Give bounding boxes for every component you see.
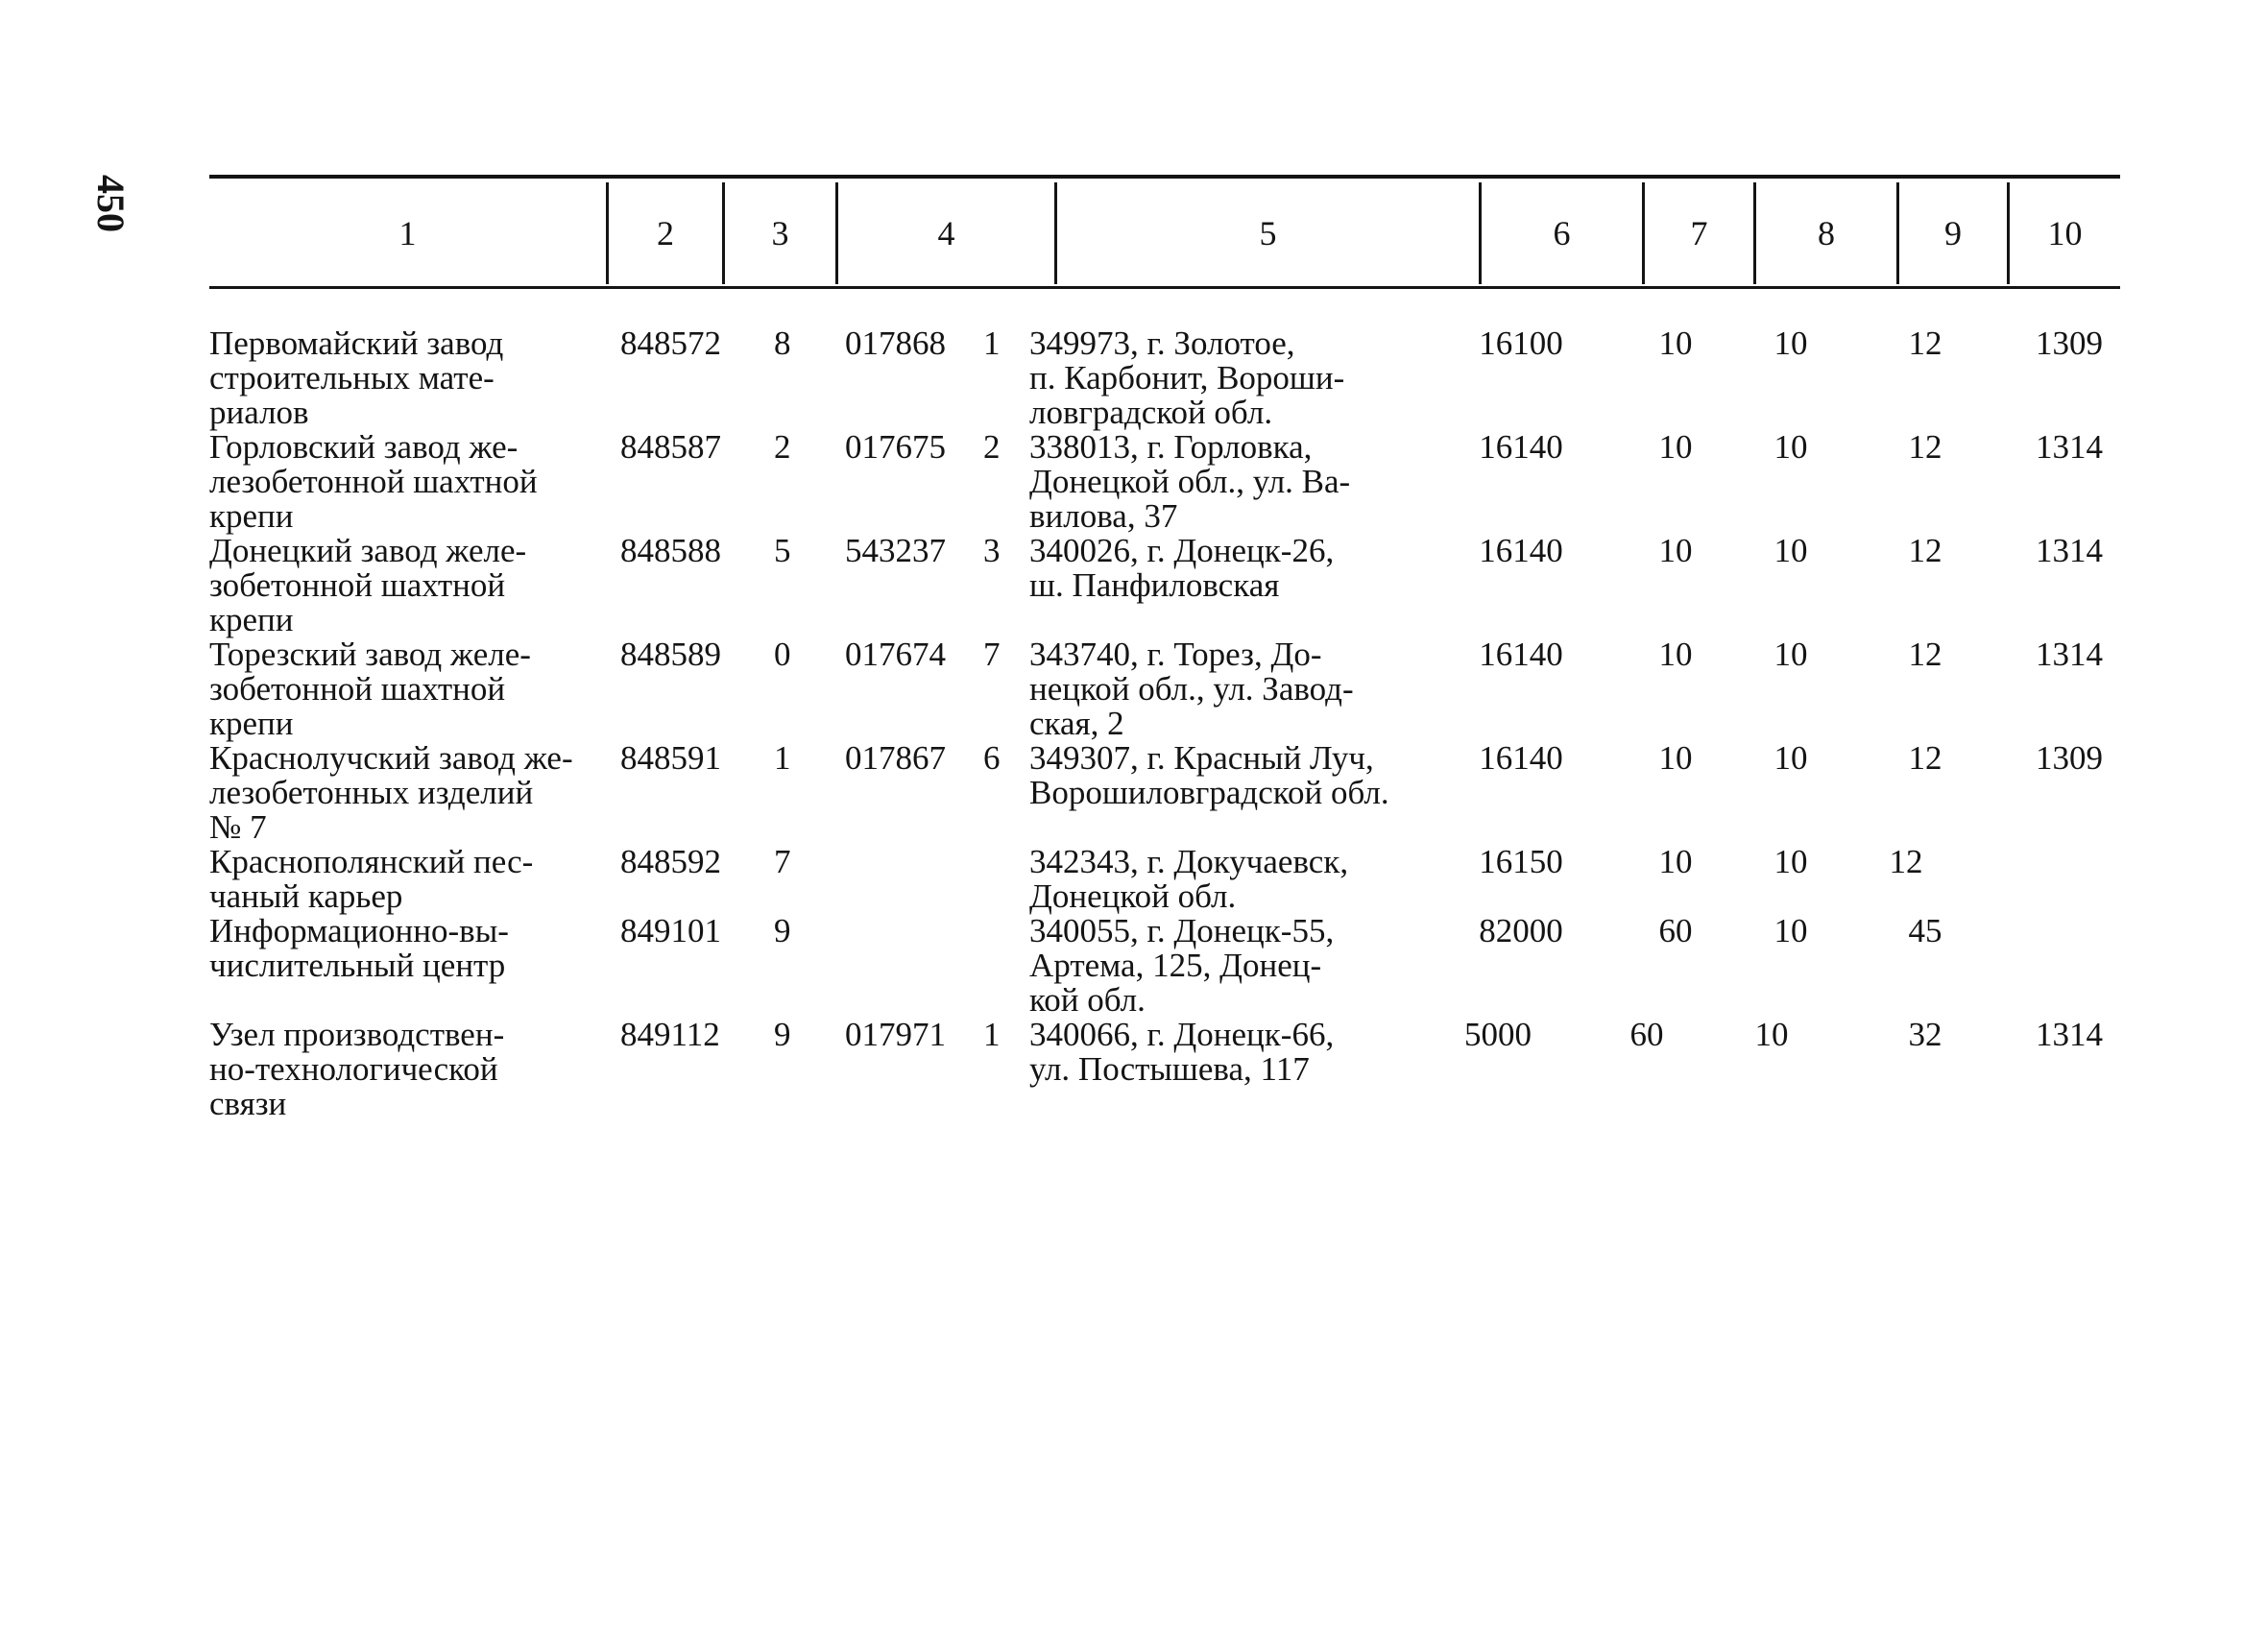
- address-cell: 340026, г. Донецк-26, ш. Панфиловская: [1029, 532, 1335, 604]
- column-header: 4: [937, 214, 955, 252]
- col10-cell: 1314: [2036, 1016, 2103, 1053]
- code-check-digit: 5: [774, 532, 791, 569]
- address-cell: 340066, г. Донецк-66, ул. Постышева, 117: [1029, 1016, 1335, 1088]
- table-top-rule: [209, 175, 2120, 179]
- col10-cell: 1314: [2036, 636, 2103, 673]
- address-cell: 342343, г. Докучаевск, Донецкой обл.: [1029, 843, 1349, 915]
- column-header: 7: [1690, 214, 1708, 252]
- col7-cell: 10: [1658, 636, 1693, 673]
- col8-cell: 10: [1754, 1016, 1789, 1053]
- number-cell: 017675: [845, 428, 946, 466]
- enterprise-name: Краснолучский завод же- лезобетонных изделий № 7: [209, 739, 573, 846]
- col9-cell: 12: [1908, 532, 1942, 569]
- enterprise-code: 848591: [620, 739, 721, 777]
- col6-cell: 82000: [1479, 912, 1563, 949]
- code-check-digit: 2: [774, 428, 791, 466]
- number-cell: 543237: [845, 532, 946, 569]
- col6-cell: 16140: [1479, 532, 1563, 569]
- enterprise-name: Торезский завод желе- зобетонной шахтной крепи: [209, 636, 531, 742]
- col9-cell: 12: [1889, 843, 1923, 880]
- number-cell: 017867: [845, 739, 946, 777]
- code-check-digit: 0: [774, 636, 791, 673]
- enterprise-name: Информационно-вы- числительный центр: [209, 912, 509, 984]
- number-cell: 017674: [845, 636, 946, 673]
- col7-cell: 10: [1658, 324, 1693, 362]
- enterprise-code: 848592: [620, 843, 721, 880]
- enterprise-code: 848588: [620, 532, 721, 569]
- column-header: 1: [398, 214, 417, 252]
- code-check-digit: 7: [774, 843, 791, 880]
- number-check-digit: 6: [983, 739, 1001, 777]
- col8-cell: 10: [1773, 739, 1808, 777]
- column-header: 10: [2047, 214, 2083, 252]
- col7-cell: 60: [1658, 912, 1693, 949]
- number-check-digit: 2: [983, 428, 1001, 466]
- number-check-digit: 1: [983, 1016, 1001, 1053]
- col8-cell: 10: [1773, 843, 1808, 880]
- col9-cell: 12: [1908, 739, 1942, 777]
- col7-cell: 10: [1658, 532, 1693, 569]
- col6-cell: 16140: [1479, 636, 1563, 673]
- enterprise-code: 849112: [620, 1016, 720, 1053]
- enterprise-code: 848589: [620, 636, 721, 673]
- page-number: 450: [89, 175, 133, 232]
- code-check-digit: 8: [774, 324, 791, 362]
- col6-cell: 16140: [1479, 739, 1563, 777]
- number-cell: 017971: [845, 1016, 946, 1053]
- col7-cell: 10: [1658, 843, 1693, 880]
- col8-cell: 10: [1773, 532, 1808, 569]
- address-cell: 340055, г. Донецк-55, Артема, 125, Донец- кой обл.: [1029, 912, 1335, 1019]
- column-header: 8: [1818, 214, 1835, 252]
- col7-cell: 10: [1658, 428, 1693, 466]
- address-cell: 349307, г. Красный Луч, Ворошиловградской обл.: [1029, 739, 1389, 811]
- col8-cell: 10: [1773, 912, 1808, 949]
- col10-cell: 1309: [2036, 324, 2103, 362]
- column-header: 9: [1944, 214, 1962, 252]
- col10-cell: 1314: [2036, 532, 2103, 569]
- column-header: 6: [1553, 214, 1571, 252]
- enterprise-name: Горловский завод же- лезобетонной шахтной крепи: [209, 428, 538, 535]
- number-check-digit: 3: [983, 532, 1001, 569]
- number-check-digit: 1: [983, 324, 1001, 362]
- col7-cell: 10: [1658, 739, 1693, 777]
- col6-cell: 16150: [1479, 843, 1563, 880]
- col9-cell: 12: [1908, 636, 1942, 673]
- enterprise-name: Узел производствен- но-технологической связи: [209, 1016, 505, 1122]
- col6-cell: 16100: [1479, 324, 1563, 362]
- enterprise-code: 848572: [620, 324, 721, 362]
- col9-cell: 12: [1908, 324, 1942, 362]
- number-check-digit: 7: [983, 636, 1001, 673]
- table-header-rule: [209, 286, 2120, 289]
- column-header: 5: [1259, 214, 1277, 252]
- col9-cell: 45: [1908, 912, 1942, 949]
- col6-cell: 16140: [1479, 428, 1563, 466]
- enterprise-name: Донецкий завод желе- зобетонной шахтной крепи: [209, 532, 527, 638]
- column-header: 3: [771, 214, 789, 252]
- col8-cell: 10: [1773, 636, 1808, 673]
- address-cell: 338013, г. Горловка, Донецкой обл., ул. Ва- вилова, 37: [1029, 428, 1351, 535]
- enterprise-code: 849101: [620, 912, 721, 949]
- col10-cell: 1314: [2036, 428, 2103, 466]
- col9-cell: 32: [1908, 1016, 1942, 1053]
- code-check-digit: 1: [774, 739, 791, 777]
- col8-cell: 10: [1773, 324, 1808, 362]
- col9-cell: 12: [1908, 428, 1942, 466]
- enterprise-name: Первомайский завод строительных мате- риалов: [209, 324, 504, 431]
- address-cell: 349973, г. Золотое, п. Карбонит, Вороши- ловградской обл.: [1029, 324, 1345, 431]
- col10-cell: 1309: [2036, 739, 2103, 777]
- code-check-digit: 9: [774, 912, 791, 949]
- enterprise-code: 848587: [620, 428, 721, 466]
- col6-cell: 5000: [1464, 1016, 1532, 1053]
- code-check-digit: 9: [774, 1016, 791, 1053]
- col7-cell: 60: [1629, 1016, 1664, 1053]
- enterprise-name: Краснополянский пес- чаный карьер: [209, 843, 534, 915]
- address-cell: 343740, г. Торез, До- нецкой обл., ул. Завод- ская, 2: [1029, 636, 1354, 742]
- col8-cell: 10: [1773, 428, 1808, 466]
- column-header: 2: [657, 214, 674, 252]
- number-cell: 017868: [845, 324, 946, 362]
